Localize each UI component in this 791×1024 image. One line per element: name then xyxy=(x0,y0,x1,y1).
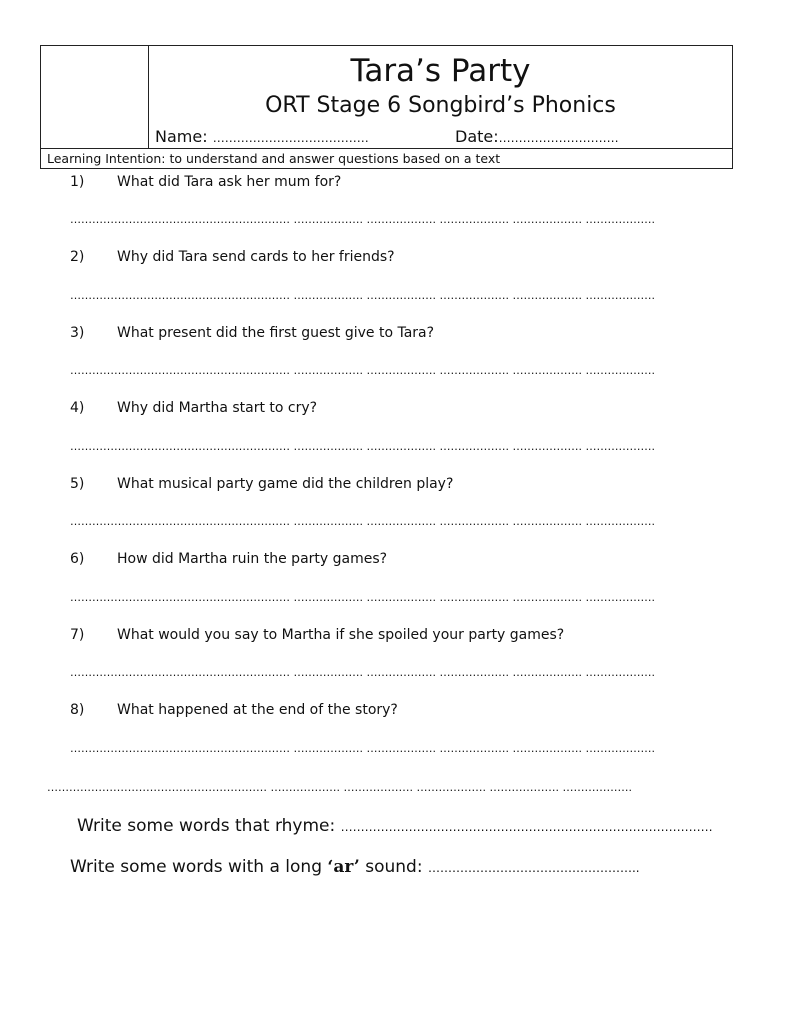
question-1 xyxy=(70,173,341,191)
date-dots: ………………………… xyxy=(498,131,619,145)
answer-line-8[interactable]: …………………………………………………… ………………. ………………. ………………. ………………. ………………. xyxy=(70,742,655,755)
question-4 xyxy=(70,399,317,417)
question-text: What did Tara ask her mum for? xyxy=(117,174,342,190)
answer-line-6[interactable]: …………………………………………………… ………………. ………………. ………………. ………………. ………………. xyxy=(70,591,655,604)
name-field[interactable] xyxy=(155,127,369,148)
question-number: 4) xyxy=(70,400,85,416)
question-text: What musical party game did the children play? xyxy=(117,476,454,492)
question-number: 2) xyxy=(70,249,85,265)
name-label: Name: xyxy=(155,127,208,146)
answer-line-3[interactable]: …………………………………………………… ………………. ………………. ………………. ………………. ………………. xyxy=(70,364,655,377)
answer-line-2[interactable]: …………………………………………………… ………………. ………………. ………………. ………………. ………………. xyxy=(70,289,655,302)
question-text: How did Martha ruin the party games? xyxy=(117,551,388,567)
answer-line-1[interactable]: …………………………………………………… ………………. ………………. ………………. ………………. ………………. xyxy=(70,213,655,226)
header-blank-cell xyxy=(41,46,149,148)
extra-answer-line[interactable]: …………………………………………………… ………………. ………………. ………………. ………………. ………………. xyxy=(47,781,632,794)
question-text: What present did the first guest give to Tara? xyxy=(117,325,435,341)
question-6 xyxy=(70,550,387,568)
answer-line-5[interactable]: …………………………………………………… ………………. ………………. ………………. ………………. ………………. xyxy=(70,515,655,528)
question-number: 5) xyxy=(70,476,85,492)
name-dots: ………………………………… xyxy=(212,131,369,145)
rhyme-prompt[interactable] xyxy=(77,815,713,838)
date-field[interactable] xyxy=(455,127,619,148)
question-number: 1) xyxy=(70,174,85,190)
long-ar-dots: …………………………………………….. xyxy=(427,861,640,875)
question-number: 6) xyxy=(70,551,85,567)
question-text: What would you say to Martha if she spoiled your party games? xyxy=(117,627,565,643)
page-subtitle: ORT Stage 6 Songbird’s Phonics xyxy=(265,93,616,118)
question-text: Why did Martha start to cry? xyxy=(117,400,318,416)
question-5 xyxy=(70,475,453,493)
ar-sound-text: ‘ar’ xyxy=(327,857,360,877)
question-text: What happened at the end of the story? xyxy=(117,702,398,718)
long-ar-prompt[interactable] xyxy=(70,856,640,879)
question-number: 3) xyxy=(70,325,85,341)
rhyme-label: Write some words that rhyme: xyxy=(77,816,336,836)
header-box xyxy=(40,45,733,169)
page-title: Tara’s Party xyxy=(350,53,531,89)
header-main xyxy=(149,46,732,148)
learning-intention: Learning Intention: to understand and answer questions based on a text xyxy=(41,148,732,169)
question-number: 8) xyxy=(70,702,85,718)
long-ar-label-before: Write some words with a long xyxy=(70,857,322,877)
question-3 xyxy=(70,324,434,342)
answer-line-7[interactable]: …………………………………………………… ………………. ………………. ………………. ………………. ………………. xyxy=(70,666,655,679)
question-8 xyxy=(70,701,398,719)
question-7 xyxy=(70,626,564,644)
answer-line-4[interactable]: …………………………………………………… ………………. ………………. ………………. ………………. ………………. xyxy=(70,440,655,453)
date-label: Date: xyxy=(455,127,499,146)
question-text: Why did Tara send cards to her friends? xyxy=(117,249,395,265)
question-2 xyxy=(70,248,395,266)
long-ar-label-after: sound: xyxy=(365,857,423,877)
question-number: 7) xyxy=(70,627,85,643)
rhyme-dots: ………………………………………………………………………………… xyxy=(340,820,713,834)
